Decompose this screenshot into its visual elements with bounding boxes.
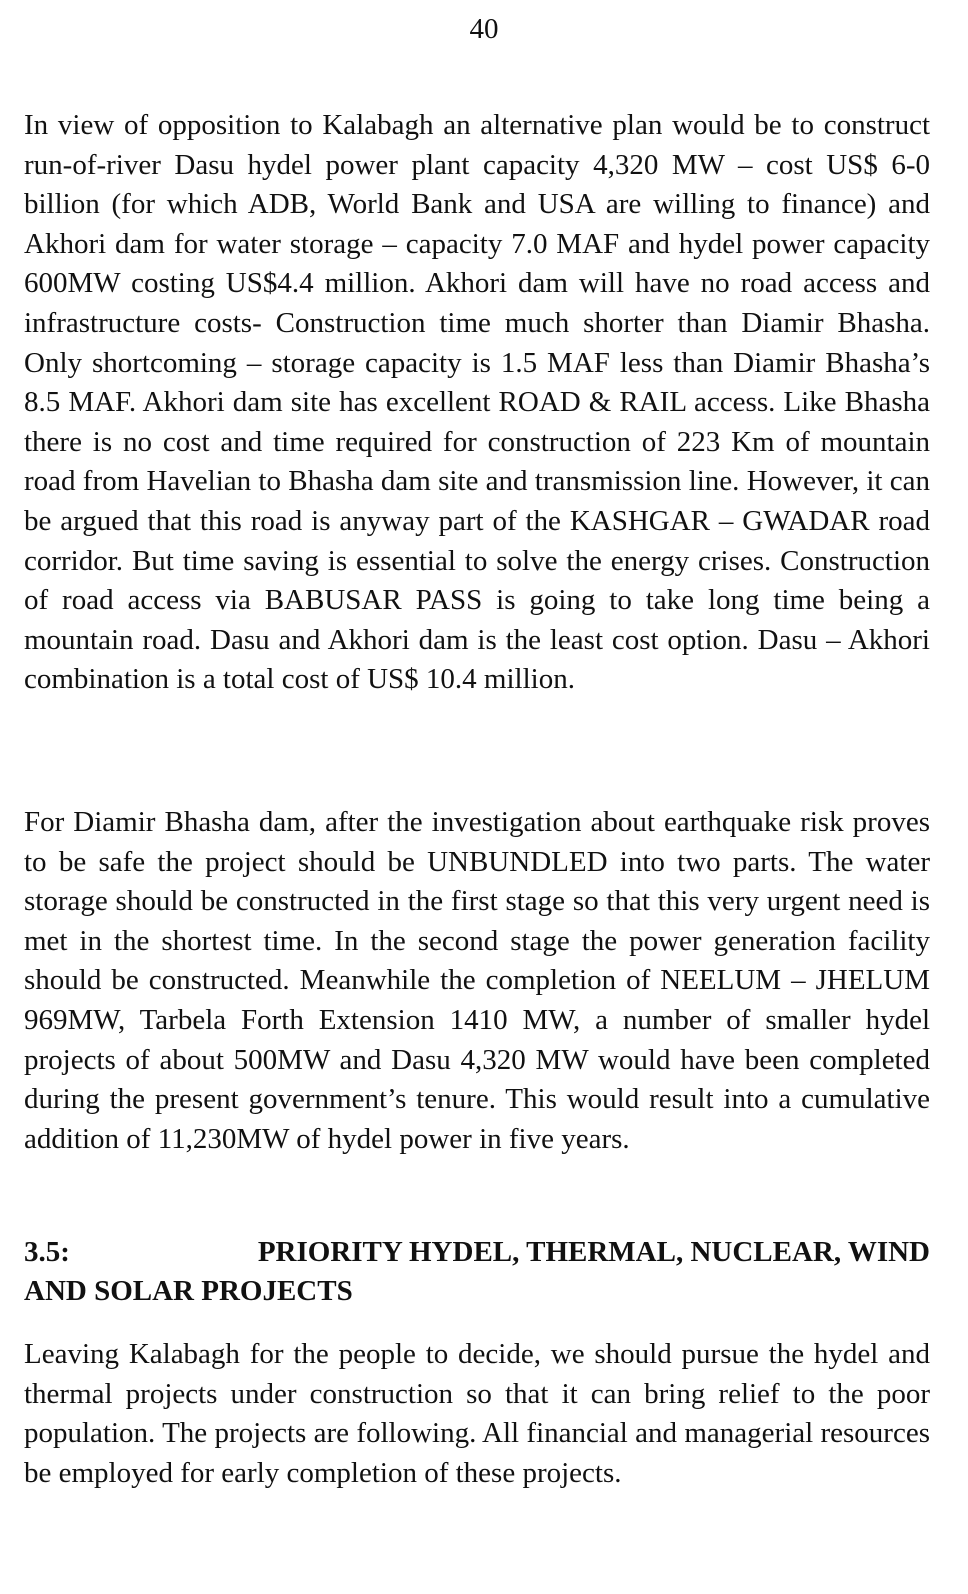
section-heading-line1 [24, 1233, 930, 1272]
section-heading [24, 1233, 930, 1311]
body-paragraph-priority-projects: Leaving Kalabagh for the people to decide, we should pursue the hydel and thermal projects under construction so that it can bring relief to the poor population. The projects are following. All financial and managerial resources be employed for early completion of these projects. [24, 1338, 930, 1489]
page-number: 40 [469, 13, 499, 45]
body-paragraph-dasu-akhori: In view of opposition to Kalabagh an alternative plan would be to construct run-of-river Dasu hydel power plant capacity 4,320 MW – cost US$ 6-0 billion (for which ADB, World Bank and USA are willing to finance) and Akhori dam for water storage – capacity 7.0 MAF and hydel power capacity 600MW costing US$4.4 million. Akhori dam will have no road access and infrastructure costs- Construction time much shorter than Diamir Bhasha. Only shortcoming – storage capacity is 1.5 MAF less than Diamir Bhasha’s 8.5 MAF. Akhori dam site has excellent ROAD & RAIL access. Like Bhasha there is no cost and time required for construction of 223 Km of mountain road from Havelian to Bhasha dam site and transmission line. However, it can be argued that this road is anyway part of the KASHGAR – GWADAR road corridor. But time saving is essential to solve the energy crises. Construction of road access via BABUSAR PASS is going to take long time being a mountain road. Dasu and Akhori dam is the least cost option. Dasu – Akhori combination is a total cost of US$ 10.4 million. [24, 109, 930, 696]
section-number: 3.5: [24, 1236, 70, 1268]
body-paragraph-diamir-bhasha: For Diamir Bhasha dam, after the investigation about earthquake risk proves to be safe the project should be UNBUNDLED into two parts. The water storage should be constructed in the first stage so that this very urgent need is met in the shortest time. In the second stage the power generation facility should be constructed. Meanwhile the completion of NEELUM – JHELUM 969MW, Tarbela Forth Extension 1410 MW, a number of smaller hydel projects of about 500MW and Dasu 4,320 MW would have been completed during the present government’s tenure. This would result into a cumulative addition of 11,230MW of hydel power in five years. [24, 806, 930, 1155]
section-title-line1: PRIORITY HYDEL, THERMAL, NUCLEAR, WIND [257, 1236, 930, 1268]
section-title-line2: AND SOLAR PROJECTS [24, 1275, 353, 1307]
